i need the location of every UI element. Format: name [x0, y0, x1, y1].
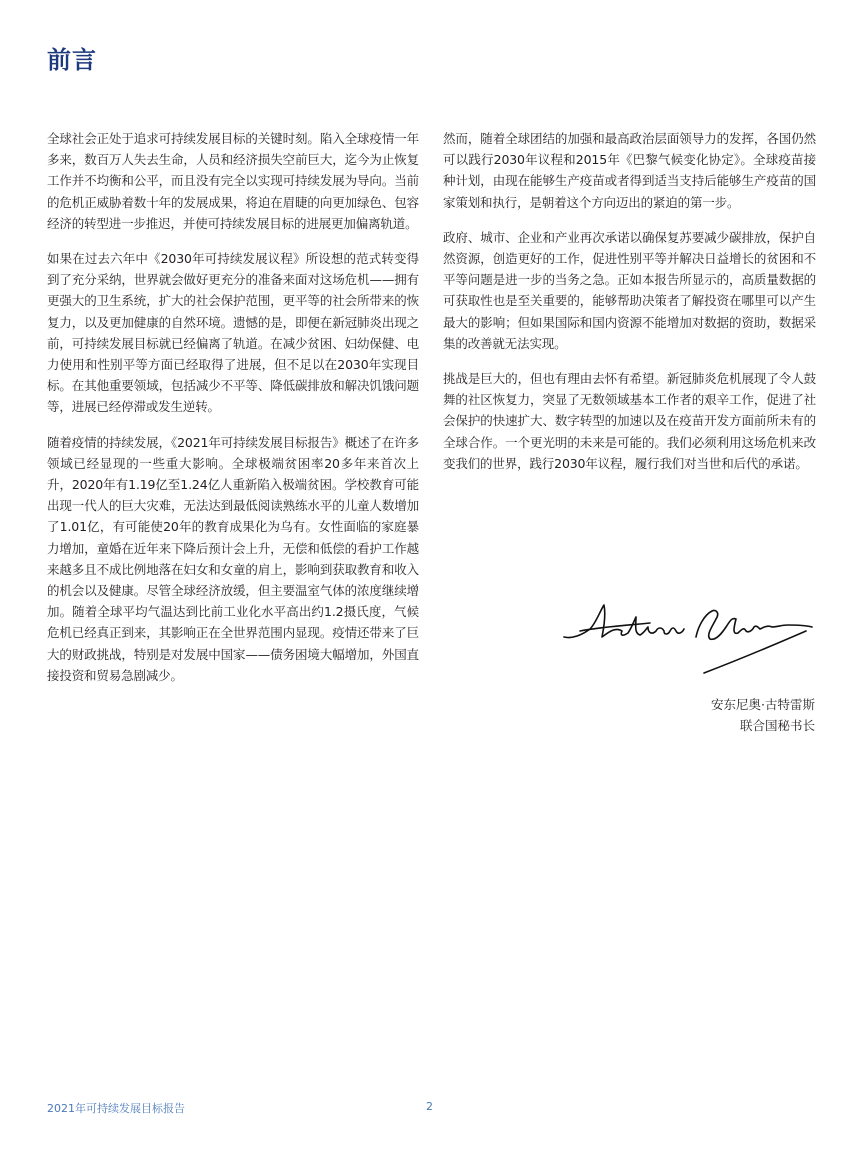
paragraph: 然而，随着全球团结的加强和最高政治层面领导力的发挥，各国仍然可以践行2030年议程和2015年《巴黎气候变化协定》。全球疫苗接种计划，由现在能够生产疫苗或者得到适当支持后能够生产疫苗的国家策划和执行，是朝着这个方向迈出的紧迫的第一步。: [443, 131, 816, 210]
paragraph: 如果在过去六年中《2030年可持续发展议程》所设想的范式转变得到了充分采纳，世界就会做好更充分的准备来面对这场危机——拥有更强大的卫生系统，扩大的社会保护范围，更平等的社会所带来的恢复力，以及更加健康的自然环境。遗憾的是，即便在新冠肺炎出现之前，可持续发展目标就已经偏离了轨道。在减少贫困、妇幼保健、电力使用和性别平等方面已经取得了进展，但不足以在2030年实现目标。在其他重要领域，包括减少不平等、降低碳排放和解决饥饿问题等，进展已经停滞或发生逆转。: [47, 251, 419, 415]
footer-report-title: 2021年可持续发展目标报告: [47, 1102, 185, 1115]
paragraph: 随着疫情的持续发展，《2021年可持续发展目标报告》概述了在许多领域已经显现的一些重大影响。全球极端贫困率20多年来首次上升，2020年有1.19亿至1.24亿人重新陷入极端贫困。学校教育可能出现一代人的巨大灾难，无法达到最低阅读熟练水平的儿童人数增加了1.01亿，有可能使20年的教育成果化为乌有。女性面临的家庭暴力增加，童婚在近年来下降后预计会上升，无偿和低偿的看护工作越来越多且不成比例地落在妇女和女童的肩上，影响到获取教育和收入的机会以及健康。尽管全球经济放缓，但主要温室气体的浓度继续增加。随着全球平均气温达到比前工业化水平高出约1.2摄氏度，气候危机已经真正到来，其影响正在全世界范围内显现。疫情还带来了巨大的财政挑战，特别是对发展中国家——债务困境大幅增加，外国直接投资和贸易急剧减少。: [47, 434, 419, 683]
right-column: [443, 128, 816, 488]
page-title: 前言: [47, 46, 97, 74]
signer-title: 联合国秘书长: [739, 718, 815, 733]
page-number: 2: [426, 1100, 433, 1113]
paragraph: 政府、城市、企业和产业再次承诺以确保复苏要减少碳排放，保护自然资源，创造更好的工作，促进性别平等并解决日益增长的贫困和不平等问题是进一步的当务之急。正如本报告所显示的，高质量数据的可获取性也是至关重要的，能够帮助决策者了解投资在哪里可以产生最大的影响；但如果国际和国内资源不能增加对数据的资助，数据采集的改善就无法实现。: [443, 229, 816, 351]
paragraph: 全球社会正处于追求可持续发展目标的关键时刻。陷入全球疫情一年多来，数百万人失去生命，人员和经济损失空前巨大，迄今为止恢复工作并不均衡和公平，而且没有完全以实现可持续发展为导向。当前的危机正威胁着数十年的发展成果，将迫在眉睫的向更加绿色、包容经济的转型进一步推迟，并使可持续发展目标的进展更加偏离轨道。: [47, 131, 419, 231]
paragraph: 挑战是巨大的，但也有理由去怀有希望。新冠肺炎危机展现了令人鼓舞的社区恢复力，突显了无数领域基本工作者的艰辛工作，促进了社会保护的快速扩大、数字转型的加速以及在疫苗开发方面前所未有的全球合作。一个更光明的未来是可能的。我们必须利用这场危机来改变我们的世界，践行2030年议程，履行我们对当世和后代的承诺。: [443, 371, 816, 471]
left-column: [47, 128, 419, 700]
signer-name: 安东尼奥·古特雷斯: [711, 697, 815, 712]
signer-block: [711, 694, 815, 736]
handwritten-signature: [560, 597, 820, 677]
